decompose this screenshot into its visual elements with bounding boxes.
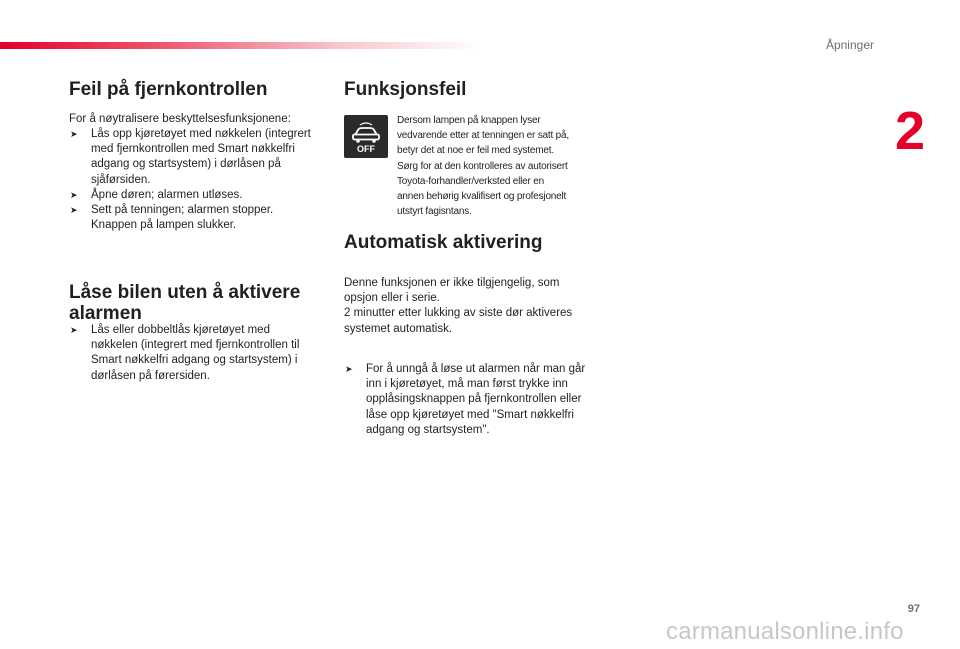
remote-fault-title: Feil på fjernkontrollen — [69, 79, 268, 100]
remote-fault-steps — [69, 127, 339, 233]
bullet-arrow-icon: ➤ — [70, 325, 78, 335]
auto-activation-text: Denne funksjonen er ikke tilgjengelig, som opsjon eller i serie. 2 minutter etter lukking av siste dør aktiveres systemet automatisk. — [344, 277, 573, 335]
bullet-arrow-icon: ➤ — [70, 205, 78, 216]
lock-without-alarm-title: Låse bilen uten å aktivere alarmen — [69, 282, 301, 324]
remote-fault-intro: For å nøytralisere beskyttelsesfunksjonene: — [69, 113, 291, 125]
malfunction-note: Dersom lampen på knappen lyser vedvarende etter at tenningen er satt på, betyr det at noe er feil med systemet. Sørg for at den kontrolleres av autorisert Toyota-forhandler/verksted eller en annen behørig kvalifisert og profesjonelt utstyrt fagisntans. — [397, 115, 569, 218]
chapter-number: 2 — [894, 101, 926, 161]
auto-activation-title: Automatisk aktivering — [344, 232, 543, 253]
bullet-arrow-icon: ➤ — [70, 129, 78, 139]
malfunction-title: Funksjonsfeil — [344, 79, 467, 100]
svg-text:OFF: OFF — [357, 144, 375, 154]
lock-without-alarm-steps — [69, 323, 339, 384]
list-item: ➤ Sett på tenningen; alarmen stopper. Knappen på lampen slukker. — [70, 204, 274, 232]
list-item: ➤ Lås eller dobbeltlås kjøretøyet med nøkkelen (integrert med fjernkontrollen til Smart nøkkelfri adgang og startsystem) i dørlåsen på førersiden. — [70, 324, 300, 382]
watermark: carmanualsonline.info — [666, 618, 904, 645]
auto-activation-tip — [344, 362, 614, 438]
alarm-off-icon — [344, 115, 388, 158]
header-accent-bar — [0, 42, 480, 49]
list-item: ➤ Lås opp kjøretøyet med nøkkelen (integrert med fjernkontrollen med Smart nøkkelfri adgang og startsystem) i dørlåsen på sjåførsiden. — [70, 128, 311, 186]
list-item: ➤ For å unngå å løse ut alarmen når man går inn i kjøretøyet, må man først trykke inn opplåsingsknappen på fjernkontrollen eller låse opp kjøretøyet med "Smart nøkkelfri adgang og startsystem". — [345, 363, 586, 436]
page-number: 97 — [907, 603, 920, 615]
section-name: Åpninger — [825, 38, 874, 52]
list-item: ➤ Åpne døren; alarmen utløses. — [69, 188, 339, 203]
bullet-arrow-icon: ➤ — [345, 364, 353, 374]
bullet-arrow-icon: ➤ — [70, 189, 78, 200]
